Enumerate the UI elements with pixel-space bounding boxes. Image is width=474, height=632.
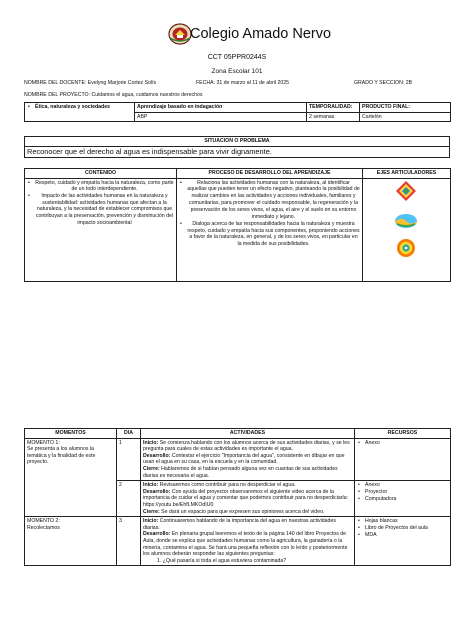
actividad-cell — [141, 481, 355, 517]
interculturalidad-landscape-icon — [394, 213, 418, 229]
cierre-label: Cierre: — [143, 465, 160, 472]
project-name: NOMBRE DEL PROYECTO: Cuidamos el agua, cuidamos nuestros derechos — [24, 92, 203, 98]
inclusion-diamond-icon — [395, 180, 417, 202]
inicio-label: Inicio: — [143, 518, 159, 525]
recurso-item: • Proyector — [357, 489, 448, 496]
problem-table — [24, 136, 450, 158]
desarrollo-text: Contestar el ejercicio "Importancia del agua", consistente en dibujar en que usan el agua en su casa, en la escuela y en la comunidad. — [143, 452, 345, 466]
cct-code: CCT 05PPR0244S — [207, 54, 267, 61]
cierre-label: Cierre: — [143, 508, 160, 515]
summary-table — [24, 102, 451, 122]
activities-table — [24, 428, 451, 566]
producto-final-label: PRODUCTO FINAL: — [360, 103, 451, 113]
producto-final-value: Cartelón — [360, 112, 451, 122]
ejes-cell — [363, 178, 451, 281]
recursos-cell — [355, 517, 451, 566]
recurso-item: • Computadora — [357, 496, 448, 503]
recursos-header: RECURSOS — [355, 429, 451, 439]
temporalidad-value: 2 semanas — [307, 112, 360, 122]
actividad-cell — [141, 517, 355, 566]
desarrollo-text: En plenaria grupal leeremos el texto de la página 140 del libro Proyectos de Aula, donde se explica que actividades humanas como la agricultura, la ganadería o la minería, contamina el agua. Se hará una pequeña reflexión con lo leído y posteriormente los alumnos deberán responder las siguientes preguntas: — [143, 531, 348, 558]
actividad-cell — [141, 438, 355, 481]
pregunta-item: 1. ¿Qué pasaría si toda el agua estuviera contaminada? — [157, 557, 287, 564]
ejes-header: EJES ARTICULADORES — [363, 169, 451, 179]
metodologia-value: ABP — [135, 112, 307, 122]
contenido-item: • Respeto, cuidado y empatía hacia la naturaleza, como parte de un todo interdependiente. — [27, 180, 174, 193]
actividades-header: ACTIVIDADES — [141, 429, 355, 439]
campo-formativo: • Ética, naturaleza y sociedades — [27, 104, 132, 111]
vida-saludable-spiral-icon — [396, 238, 416, 258]
date-range: FECHA: 31 de marzo al 11 de abril 2025 — [196, 80, 290, 86]
table-row — [25, 517, 451, 566]
desarrollo-label: Desarrollo: — [143, 531, 171, 538]
teacher-name: NOMBRE DEL DOCENTE: Evelyng Marjorie Cortez Solís — [24, 80, 157, 86]
recurso-item: • Hojas blancas — [357, 518, 448, 525]
inicio-label: Inicio: — [143, 482, 159, 489]
proceso-item: • Relaciona las actividades humanas con la naturaleza, al identificar aquellas que pueden tener un efecto negativo, planteando la posibilidad de realizar cambios en las actividades y acciones individuales, familiares y comunitarias, para promover el cuidado responsable, la regeneración y la preservación de los seres vivos, el agua, el aire y el suelo en su entorno inmediato y lejano. — [179, 180, 360, 221]
dia-header: DIA — [117, 429, 141, 439]
problem-heading: SITUACION O PROBLEMA — [25, 137, 450, 147]
inicio-text: Se comienza hablando con los alumnos acerca de sus actividades diarias, y se les pregunta para cuales de estas actividades es importante el agua. — [143, 439, 350, 453]
inicio-text: Revisaremos como contribuir para no desperdiciar el agua. — [158, 482, 296, 489]
desarrollo-label: Desarrollo: — [143, 452, 171, 459]
problem-text: Reconocer que el derecho al agua es indispensable para vivir dignamente. — [25, 146, 450, 157]
cierre-text: Hablaremos de si habían pensado alguna vez en cuantas de sus actividades diarias es necesaria el agua. — [143, 465, 338, 479]
content-table — [24, 168, 451, 282]
recurso-item: • Anexo — [357, 482, 448, 489]
ejes-icons — [365, 180, 448, 280]
contenido-header: CONTENIDO — [25, 169, 177, 179]
inicio-label: Inicio: — [143, 439, 159, 446]
school-zone: Zona Escolar 101 — [211, 68, 263, 75]
momentos-header: MOMENTOS — [25, 429, 117, 439]
recursos-cell — [355, 481, 451, 517]
cierre-text: Se dará un espacio para que expresen sus opiniones acerca del video. — [159, 508, 325, 515]
proceso-cell — [177, 178, 363, 281]
dia-cell: 1 — [117, 438, 141, 481]
desarrollo-label: Desarrollo: — [143, 488, 171, 495]
grade-section: GRADO Y SECCION: 2B — [354, 80, 413, 86]
metodologia-label: Aprendizaje basado en indagación — [135, 103, 307, 113]
momento-cell: MOMENTO 1: Se presenta a los alumnos la temática y la finalidad de este proyecto. — [25, 438, 117, 517]
school-name: Colegio Amado Nervo — [190, 26, 332, 42]
contenido-cell — [25, 178, 177, 281]
dia-cell: 2 — [117, 481, 141, 517]
school-crest-logo — [168, 22, 192, 46]
recursos-cell — [355, 438, 451, 481]
recurso-item: • MDA — [357, 532, 448, 539]
recurso-item: • Libro de Proyectos del aula — [357, 525, 448, 532]
desarrollo-text: Con ayuda del proyector observaremos el siguiente video acerca de la importancia de cuidar el agua y comentar que podemos contribuir para no desperdiciarla: https://youtu.be/EhfLMKOdIU0 — [143, 488, 349, 508]
temporalidad-label: TEMPORALIDAD: — [307, 103, 360, 113]
proceso-item: • Dialoga acerca de las responsabilidades hacia la naturaleza y muestra respeto, cuidado y empatía hacia sus componentes, proponiendo acciones a favor de la naturaleza, en general, y de los seres vivos, en particular en la medida de sus posibilidades. — [179, 221, 360, 248]
proceso-header: PROCESO DE DESARROLLO DEL APRENDIZAJE — [177, 169, 363, 179]
campo-formativo-cell — [25, 103, 135, 122]
recurso-item: • Anexo — [357, 440, 448, 447]
table-row — [25, 438, 451, 481]
momento-cell: MOMENTO 2: Recolectamos — [25, 517, 117, 566]
inicio-text: Continuaremos hablando de la importancia del agua en nuestras actividades diarias. — [143, 518, 336, 531]
dia-cell: 3 — [117, 517, 141, 566]
contenido-item: • Impacto de las actividades humanas en la naturaleza y sustentabilidad: actividades humanas que afectan a la naturaleza, y la necesidad de establecer compromisos que contribuyan a la preservación, prevención y disminución del impacto socioambiental — [27, 193, 174, 226]
